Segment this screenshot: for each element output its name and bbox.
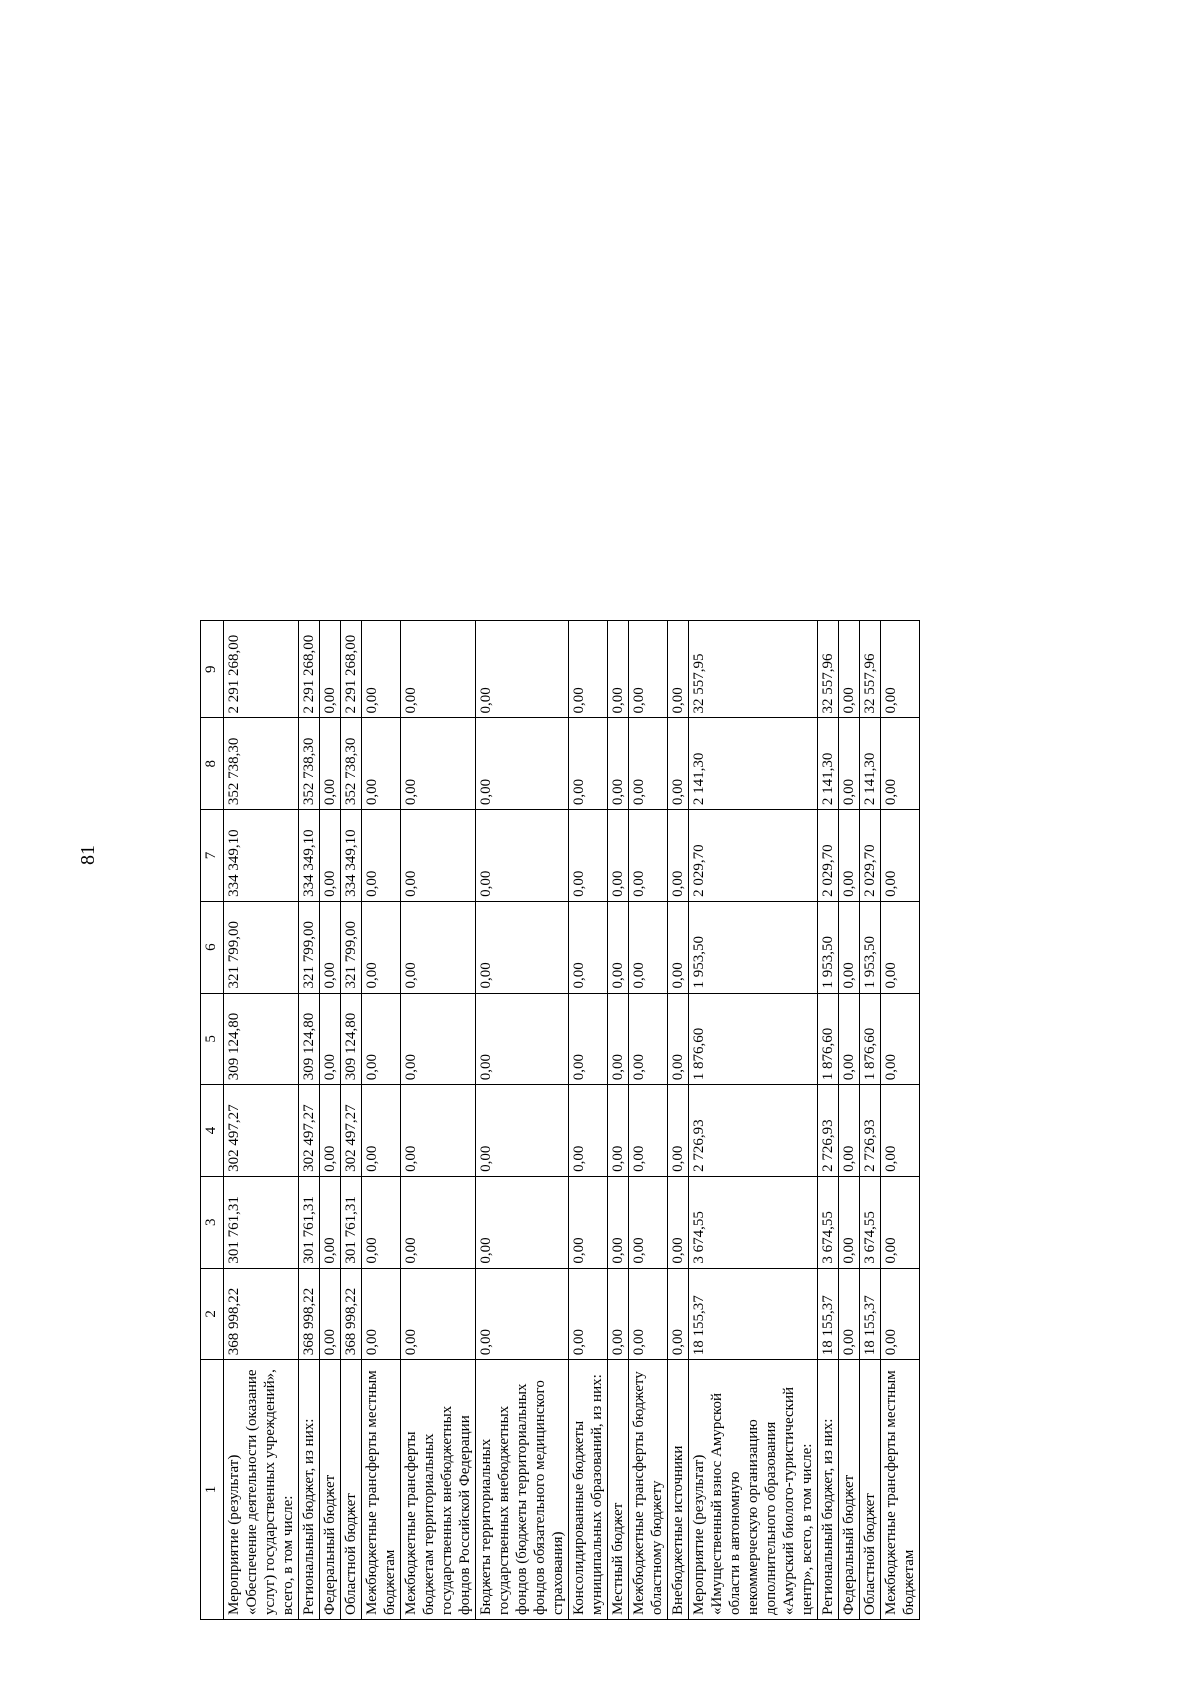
value-cell: 0,00 <box>881 1268 920 1360</box>
value-cell: 0,00 <box>608 1268 629 1360</box>
value-cell: 0,00 <box>608 810 629 902</box>
table-row <box>341 621 362 1620</box>
value-cell: 352 738,30 <box>341 718 362 810</box>
value-cell: 2 141,30 <box>689 718 818 810</box>
value-cell: 0,00 <box>401 621 476 718</box>
page-number: 81 <box>77 845 99 865</box>
table-row <box>401 621 476 1620</box>
value-cell: 0,00 <box>608 993 629 1085</box>
value-cell: 0,00 <box>629 1085 668 1177</box>
value-cell: 0,00 <box>668 1085 689 1177</box>
value-cell: 0,00 <box>629 993 668 1085</box>
value-cell: 302 497,27 <box>341 1085 362 1177</box>
value-cell: 302 497,27 <box>299 1085 320 1177</box>
row-label: Межбюджетные трансферты местным бюджетам <box>362 1360 401 1620</box>
value-cell: 0,00 <box>401 993 476 1085</box>
header-row <box>201 621 224 1620</box>
value-cell: 309 124,80 <box>224 993 299 1085</box>
value-cell: 0,00 <box>320 1176 341 1268</box>
column-header-9: 9 <box>201 621 224 718</box>
value-cell: 1 876,60 <box>689 993 818 1085</box>
value-cell: 0,00 <box>668 1268 689 1360</box>
value-cell: 2 029,70 <box>818 810 839 902</box>
value-cell: 1 953,50 <box>689 901 818 993</box>
value-cell: 0,00 <box>839 1176 860 1268</box>
value-cell: 0,00 <box>839 718 860 810</box>
table-row <box>881 621 920 1620</box>
value-cell: 309 124,80 <box>341 993 362 1085</box>
value-cell: 0,00 <box>569 1268 608 1360</box>
value-cell: 321 799,00 <box>341 901 362 993</box>
value-cell: 0,00 <box>668 621 689 718</box>
value-cell: 0,00 <box>881 1176 920 1268</box>
table-row <box>668 621 689 1620</box>
column-header-3: 3 <box>201 1176 224 1268</box>
value-cell: 1 876,60 <box>860 993 881 1085</box>
value-cell: 0,00 <box>476 993 569 1085</box>
value-cell: 0,00 <box>569 901 608 993</box>
value-cell: 321 799,00 <box>299 901 320 993</box>
table-row <box>689 621 818 1620</box>
table-row <box>839 621 860 1620</box>
value-cell: 0,00 <box>839 1268 860 1360</box>
value-cell: 0,00 <box>608 901 629 993</box>
value-cell: 0,00 <box>362 1085 401 1177</box>
value-cell: 0,00 <box>320 993 341 1085</box>
value-cell: 3 674,55 <box>860 1176 881 1268</box>
row-label: Федеральный бюджет <box>320 1360 341 1620</box>
value-cell: 0,00 <box>320 1268 341 1360</box>
value-cell: 0,00 <box>362 1176 401 1268</box>
row-label: Межбюджетные трансферты бюджетам территориальных государственных внебюджетных фондов Российской Федерации <box>401 1360 476 1620</box>
value-cell: 1 876,60 <box>818 993 839 1085</box>
value-cell: 352 738,30 <box>299 718 320 810</box>
value-cell: 0,00 <box>608 718 629 810</box>
value-cell: 0,00 <box>401 718 476 810</box>
row-label: Межбюджетные трансферты бюджету областному бюджету <box>629 1360 668 1620</box>
value-cell: 0,00 <box>881 1085 920 1177</box>
value-cell: 2 726,93 <box>860 1085 881 1177</box>
value-cell: 18 155,37 <box>860 1268 881 1360</box>
value-cell: 0,00 <box>881 901 920 993</box>
table-row <box>629 621 668 1620</box>
value-cell: 18 155,37 <box>818 1268 839 1360</box>
budget-table <box>200 620 920 1620</box>
value-cell: 368 998,22 <box>341 1268 362 1360</box>
column-header-5: 5 <box>201 993 224 1085</box>
value-cell: 301 761,31 <box>341 1176 362 1268</box>
value-cell: 0,00 <box>668 901 689 993</box>
value-cell: 334 349,10 <box>299 810 320 902</box>
row-label: Межбюджетные трансферты местным бюджетам <box>881 1360 920 1620</box>
row-label: Областной бюджет <box>860 1360 881 1620</box>
value-cell: 352 738,30 <box>224 718 299 810</box>
value-cell: 32 557,96 <box>860 621 881 718</box>
value-cell: 0,00 <box>629 1176 668 1268</box>
table-row <box>860 621 881 1620</box>
value-cell: 0,00 <box>668 993 689 1085</box>
value-cell: 301 761,31 <box>224 1176 299 1268</box>
value-cell: 0,00 <box>881 810 920 902</box>
value-cell: 0,00 <box>320 901 341 993</box>
row-label: Мероприятие (результат) «Имущественный взнос Амурской области в автономную некоммерческую организацию дополнительного образования «Амурский биолого-туристический центр», всего, в том числе: <box>689 1360 818 1620</box>
value-cell: 2 291 268,00 <box>341 621 362 718</box>
value-cell: 0,00 <box>401 1176 476 1268</box>
value-cell: 0,00 <box>569 621 608 718</box>
value-cell: 0,00 <box>668 1176 689 1268</box>
value-cell: 0,00 <box>362 993 401 1085</box>
row-label: Внебюджетные источники <box>668 1360 689 1620</box>
value-cell: 0,00 <box>362 1268 401 1360</box>
row-label: Мероприятие (результат) «Обеспечение деятельности (оказание услуг) государственных учреждений», всего, в том числе: <box>224 1360 299 1620</box>
value-cell: 0,00 <box>629 1268 668 1360</box>
value-cell: 0,00 <box>320 810 341 902</box>
value-cell: 0,00 <box>569 993 608 1085</box>
value-cell: 0,00 <box>476 1085 569 1177</box>
value-cell: 2 291 268,00 <box>224 621 299 718</box>
value-cell: 0,00 <box>839 810 860 902</box>
column-header-2: 2 <box>201 1268 224 1360</box>
value-cell: 0,00 <box>668 718 689 810</box>
value-cell: 0,00 <box>881 993 920 1085</box>
row-label: Региональный бюджет, из них: <box>299 1360 320 1620</box>
value-cell: 0,00 <box>881 718 920 810</box>
column-header-4: 4 <box>201 1085 224 1177</box>
value-cell: 321 799,00 <box>224 901 299 993</box>
value-cell: 0,00 <box>629 621 668 718</box>
row-label: Местный бюджет <box>608 1360 629 1620</box>
value-cell: 0,00 <box>362 621 401 718</box>
row-label: Бюджеты территориальных государственных внебюджетных фондов (бюджеты территориальных фондов обязательного медицинского страхования) <box>476 1360 569 1620</box>
value-cell: 0,00 <box>476 1176 569 1268</box>
row-label: Региональный бюджет, из них: <box>818 1360 839 1620</box>
value-cell: 0,00 <box>608 621 629 718</box>
column-header-8: 8 <box>201 718 224 810</box>
value-cell: 0,00 <box>401 1085 476 1177</box>
value-cell: 32 557,96 <box>818 621 839 718</box>
column-header-7: 7 <box>201 810 224 902</box>
value-cell: 0,00 <box>476 901 569 993</box>
value-cell: 2 726,93 <box>689 1085 818 1177</box>
value-cell: 301 761,31 <box>299 1176 320 1268</box>
value-cell: 0,00 <box>569 1085 608 1177</box>
value-cell: 368 998,22 <box>299 1268 320 1360</box>
value-cell: 0,00 <box>401 901 476 993</box>
value-cell: 0,00 <box>839 901 860 993</box>
value-cell: 3 674,55 <box>689 1176 818 1268</box>
value-cell: 0,00 <box>320 718 341 810</box>
row-label: Федеральный бюджет <box>839 1360 860 1620</box>
value-cell: 2 029,70 <box>689 810 818 902</box>
table-body <box>224 621 920 1620</box>
value-cell: 2 291 268,00 <box>299 621 320 718</box>
table-row <box>608 621 629 1620</box>
value-cell: 2 141,30 <box>860 718 881 810</box>
value-cell: 0,00 <box>476 1268 569 1360</box>
value-cell: 1 953,50 <box>818 901 839 993</box>
value-cell: 0,00 <box>320 1085 341 1177</box>
row-label: Областной бюджет <box>341 1360 362 1620</box>
value-cell: 1 953,50 <box>860 901 881 993</box>
value-cell: 0,00 <box>668 810 689 902</box>
value-cell: 18 155,37 <box>689 1268 818 1360</box>
value-cell: 32 557,95 <box>689 621 818 718</box>
column-header-1: 1 <box>201 1360 224 1620</box>
row-label: Консолидированные бюджеты муниципальных образований, из них: <box>569 1360 608 1620</box>
value-cell: 0,00 <box>476 810 569 902</box>
value-cell: 0,00 <box>401 810 476 902</box>
value-cell: 0,00 <box>362 718 401 810</box>
value-cell: 368 998,22 <box>224 1268 299 1360</box>
value-cell: 2 141,30 <box>818 718 839 810</box>
value-cell: 0,00 <box>839 621 860 718</box>
value-cell: 2 726,93 <box>818 1085 839 1177</box>
value-cell: 0,00 <box>881 621 920 718</box>
value-cell: 334 349,10 <box>224 810 299 902</box>
table-row <box>362 621 401 1620</box>
table-row <box>476 621 569 1620</box>
value-cell: 0,00 <box>320 621 341 718</box>
value-cell: 0,00 <box>362 901 401 993</box>
value-cell: 0,00 <box>839 993 860 1085</box>
value-cell: 2 029,70 <box>860 810 881 902</box>
table-row <box>569 621 608 1620</box>
table-row <box>299 621 320 1620</box>
table-row <box>320 621 341 1620</box>
table-row <box>224 621 299 1620</box>
value-cell: 0,00 <box>839 1085 860 1177</box>
value-cell: 302 497,27 <box>224 1085 299 1177</box>
table-row <box>818 621 839 1620</box>
value-cell: 309 124,80 <box>299 993 320 1085</box>
value-cell: 0,00 <box>629 810 668 902</box>
value-cell: 0,00 <box>569 718 608 810</box>
column-header-6: 6 <box>201 901 224 993</box>
value-cell: 334 349,10 <box>341 810 362 902</box>
value-cell: 0,00 <box>476 621 569 718</box>
value-cell: 0,00 <box>362 810 401 902</box>
value-cell: 0,00 <box>569 810 608 902</box>
value-cell: 0,00 <box>608 1085 629 1177</box>
value-cell: 0,00 <box>569 1176 608 1268</box>
value-cell: 0,00 <box>476 718 569 810</box>
value-cell: 3 674,55 <box>818 1176 839 1268</box>
value-cell: 0,00 <box>401 1268 476 1360</box>
value-cell: 0,00 <box>608 1176 629 1268</box>
value-cell: 0,00 <box>629 718 668 810</box>
value-cell: 0,00 <box>629 901 668 993</box>
rotated-table-container <box>200 620 920 1620</box>
